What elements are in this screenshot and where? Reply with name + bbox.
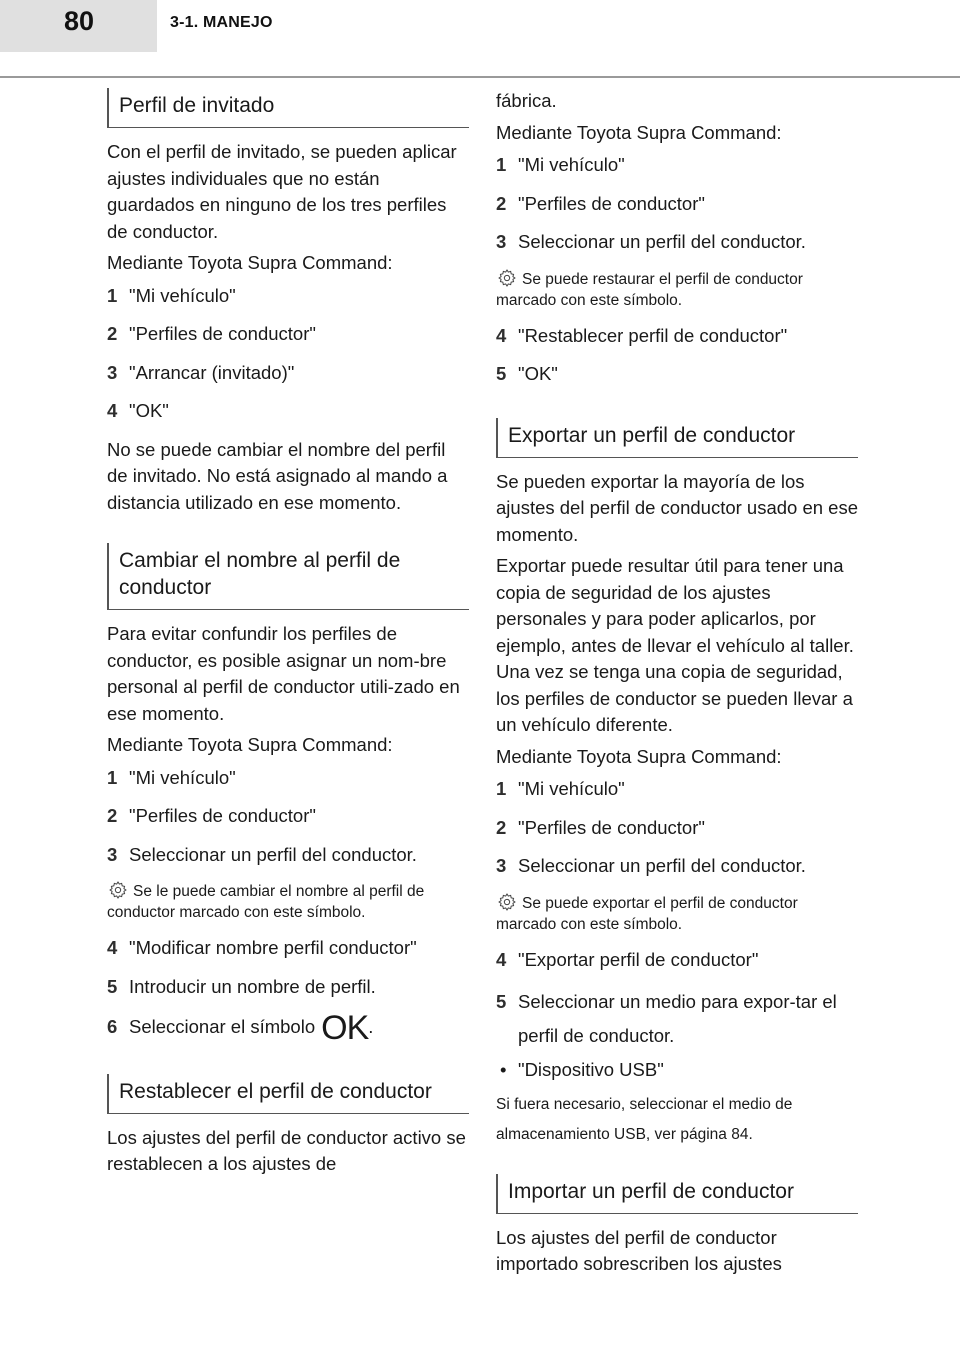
step-number: 1 [107, 766, 118, 788]
step-text: Seleccionar un perfil del conductor. [518, 855, 806, 876]
gear-icon [107, 880, 129, 900]
step-text: "Perfiles de conductor" [518, 816, 705, 838]
guest-step [107, 360, 469, 387]
rename-step [107, 1009, 469, 1047]
step-text: "OK" [518, 363, 558, 384]
step-number: 1 [107, 284, 118, 306]
right-column [496, 88, 858, 1283]
export-step [496, 815, 858, 842]
rename-step [107, 803, 469, 830]
step-text: Seleccionar un perfil del conductor. [518, 231, 806, 252]
step-number: 6 [107, 1016, 118, 1037]
step-number: 3 [496, 231, 507, 252]
rename-intro: Para evitar confundir los perfiles de conductor, es posible asignar un nom-bre personal al perfil de conductor utili-zado en ese momento. [107, 623, 460, 724]
rename-gear-note-text: Se le puede cambiar el nombre al perfil de conductor marcado con este símbolo. [107, 883, 425, 921]
guest-step [107, 398, 469, 425]
export-small-note: Si fuera necesario, seleccionar el medio de almacenamiento USB, ver página 84. [496, 1095, 793, 1143]
step-text: "Perfiles de conductor" [518, 192, 705, 214]
step-text: "Mi vehículo" [518, 778, 625, 799]
page-number: 80 [64, 6, 95, 36]
reset-profile-heading: Restablecer el perfil de conductor [107, 1074, 469, 1114]
step-number: 4 [496, 948, 507, 970]
step-number: 2 [107, 323, 118, 344]
spacer [496, 400, 858, 418]
reset-step [496, 323, 858, 350]
gear-icon [496, 892, 518, 912]
guest-step [107, 321, 469, 348]
export-bullet [496, 1057, 858, 1084]
step-text: Introducir un nombre de perfil. [129, 975, 376, 997]
step-text: "Perfiles de conductor" [129, 323, 316, 344]
guest-profile-heading: Perfil de invitado [107, 88, 469, 128]
step6-end: . [368, 1016, 374, 1037]
step6-text: Seleccionar el símbolo [129, 1016, 316, 1037]
rename-step [107, 974, 469, 1001]
step-number: 1 [496, 154, 507, 175]
step-number: 4 [107, 400, 118, 421]
export-step [496, 947, 858, 974]
step-number: 4 [107, 937, 118, 958]
export-step [496, 853, 858, 880]
left-column [107, 88, 469, 1183]
export-via: Mediante Toyota Supra Command: [496, 745, 782, 767]
step-number: 2 [107, 805, 118, 826]
reset-step [496, 191, 858, 218]
step-number: 2 [496, 816, 507, 838]
step-number: 5 [496, 363, 507, 384]
step-number: 3 [107, 843, 118, 865]
import-intro: Los ajustes del perfil de conductor importado sobrescriben los ajustes [496, 1226, 782, 1274]
guest-via: Mediante Toyota Supra Command: [107, 252, 393, 273]
page-header [0, 0, 960, 78]
step-number: 5 [496, 991, 507, 1012]
reset-via: Mediante Toyota Supra Command: [496, 121, 782, 143]
section-title: 3-1. MANEJO [170, 14, 273, 31]
step-text: "Arrancar (invitado)" [129, 361, 295, 383]
reset-step [496, 361, 858, 388]
rename-profile-heading: Cambiar el nombre al perfil de conductor [107, 543, 469, 610]
step-number: 1 [496, 778, 507, 799]
step-text: "OK" [129, 400, 169, 421]
export-step [496, 985, 858, 1053]
step-text: "Mi vehículo" [518, 154, 625, 175]
ok-symbol: OK [321, 1009, 369, 1047]
step-text: "Mi vehículo" [129, 766, 236, 788]
reset-step [496, 152, 858, 179]
step-text: "Exportar perfil de conductor" [518, 948, 759, 970]
rename-step [107, 842, 469, 869]
bullet-mark: • [500, 1059, 507, 1080]
step-text: Seleccionar un perfil del conductor. [129, 843, 417, 865]
header-rule [0, 76, 960, 78]
step-text: "Restablecer perfil de conductor" [518, 324, 788, 346]
reset-continued: fábrica. [496, 90, 557, 111]
page-number-box [0, 0, 157, 52]
bullet-text: "Dispositivo USB" [518, 1059, 664, 1080]
rename-via: Mediante Toyota Supra Command: [107, 734, 393, 755]
step-number: 2 [496, 192, 507, 214]
export-gear-note [496, 892, 858, 935]
reset-gear-note [496, 268, 858, 311]
import-profile-heading: Importar un perfil de conductor [496, 1174, 858, 1214]
step-number: 3 [496, 855, 507, 876]
export-intro: Se pueden exportar la mayoría de los ajustes del perfil de conductor usado en ese momento. [496, 470, 859, 545]
rename-step [107, 935, 469, 962]
rename-step [107, 765, 469, 792]
step-text [129, 1009, 469, 1047]
export-intro2: Exportar puede resultar útil para tener una copia de seguridad de los ajustes personales y para poder aplicarlos, por ejemplo, antes de llevar el vehículo al taller. Una vez se tenga una copia de seguridad, los perfiles de conductor se pueden llevar a un vehículo diferente. [496, 555, 854, 735]
step-number: 3 [107, 361, 118, 383]
guest-note: No se puede cambiar el nombre del perfil de invitado. No está asignado al mando a distancia utilizado en ese momento. [107, 438, 448, 513]
rename-gear-note [107, 880, 469, 923]
step-text: "Perfiles de conductor" [129, 805, 316, 826]
export-gear-note-text: Se puede exportar el perfil de conductor marcado con este símbolo. [496, 894, 798, 933]
step-number: 5 [107, 975, 118, 997]
gear-icon [496, 268, 518, 288]
reset-step [496, 229, 858, 256]
reset-gear-note-text: Se puede restaurar el perfil de conductor marcado con este símbolo. [496, 270, 803, 309]
export-step [496, 776, 858, 803]
step-text: "Mi vehículo" [129, 284, 236, 306]
spacer [107, 521, 469, 543]
spacer [107, 1054, 469, 1074]
guest-step [107, 283, 469, 310]
reset-intro: Los ajustes del perfil de conductor activo se restablecen a los ajustes de [107, 1126, 466, 1174]
step-text: Seleccionar un medio para expor-tar el perfil de conductor. [518, 991, 837, 1046]
guest-intro: Con el perfil de invitado, se pueden aplicar ajustes individuales que no están guardados en ninguno de los tres perfiles de conductor. [107, 141, 457, 242]
export-profile-heading: Exportar un perfil de conductor [496, 418, 858, 458]
step-number: 4 [496, 324, 507, 346]
spacer [496, 1150, 858, 1174]
step-text: "Modificar nombre perfil conductor" [129, 937, 417, 958]
